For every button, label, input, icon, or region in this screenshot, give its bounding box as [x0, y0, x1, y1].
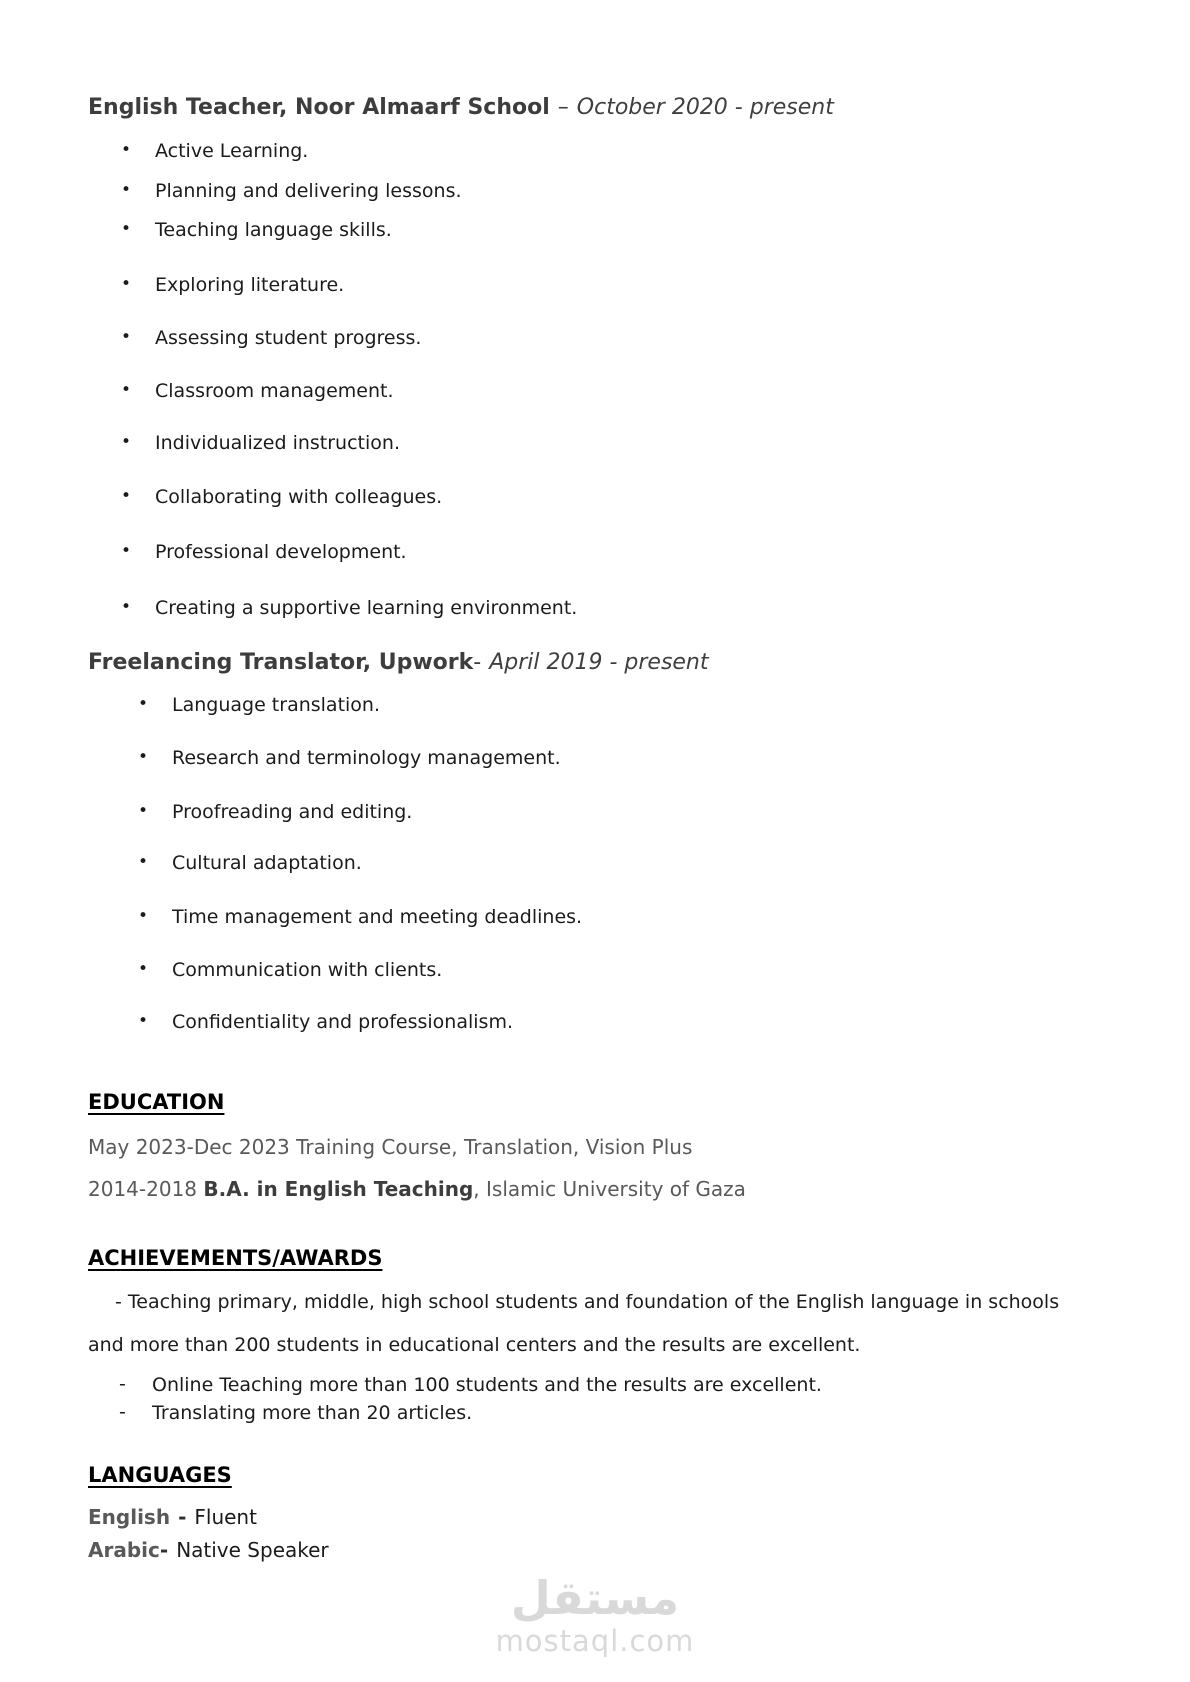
language-level: Native Speaker: [176, 1538, 329, 1562]
duty-item: [88, 138, 1150, 164]
language-name: Arabic: [88, 1538, 160, 1562]
duty-text: Planning and delivering lessons.: [155, 180, 462, 202]
duty-text: Time management and meeting deadlines.: [172, 906, 583, 928]
duty-item: [88, 484, 1150, 510]
language-entry-arabic: [88, 1536, 1150, 1564]
duty-item: [88, 378, 1150, 404]
duty-text: Confidentiality and professionalism.: [172, 1011, 513, 1033]
duty-text: Exploring literature.: [155, 274, 345, 296]
education-degree-name: B.A. in English Teaching: [203, 1177, 474, 1201]
language-separator: -: [178, 1505, 187, 1529]
duty-text: Assessing student progress.: [155, 327, 422, 349]
education-years: 2014-2018: [88, 1177, 204, 1201]
bullet-icon: •: [121, 380, 132, 400]
bullet-icon: •: [138, 747, 149, 767]
bullet-icon: •: [138, 801, 149, 821]
watermark-arabic-logo: مستقل: [510, 1571, 680, 1625]
duty-item: [88, 595, 1150, 621]
language-separator: -: [159, 1538, 169, 1562]
achievement-text: Translating more than 20 articles.: [152, 1402, 473, 1424]
duty-item: [88, 904, 1150, 930]
achievement-text: Online Teaching more than 100 students and the results are excellent.: [152, 1374, 822, 1396]
job-heading-freelance-translator: [88, 647, 1150, 679]
duty-item: [88, 692, 1150, 718]
duty-item: [88, 430, 1150, 456]
education-institution: , Islamic University of Gaza: [473, 1177, 746, 1201]
bullet-icon: •: [121, 597, 132, 617]
section-heading-education: EDUCATION: [88, 1090, 225, 1114]
bullet-icon: •: [121, 274, 132, 294]
dash-icon: -: [119, 1401, 126, 1423]
achievement-item: [88, 1372, 1150, 1398]
bullet-icon: •: [121, 180, 132, 200]
duty-item: [88, 1009, 1150, 1035]
language-entry-english: [88, 1503, 1150, 1531]
duty-text: Research and terminology management.: [172, 747, 561, 769]
duty-text: Creating a supportive learning environment.: [155, 597, 578, 619]
bullet-icon: •: [121, 140, 132, 160]
duties-list-translator: [88, 692, 1150, 1035]
bullet-icon: •: [121, 432, 132, 452]
duty-item: [88, 272, 1150, 298]
duty-text: Teaching language skills.: [155, 219, 392, 241]
bullet-icon: •: [121, 219, 132, 239]
duty-text: Communication with clients.: [172, 959, 443, 981]
achievement-paragraph-line1: - Teaching primary, middle, high school students and foundation of the English language in schools: [115, 1291, 1060, 1313]
job-dates: October 2020 - present: [576, 95, 834, 120]
section-heading-languages: LANGUAGES: [88, 1463, 232, 1487]
job-title-separator: -: [473, 650, 482, 675]
bullet-icon: •: [138, 1011, 149, 1031]
bullet-icon: •: [138, 852, 149, 872]
bullet-icon: •: [138, 959, 149, 979]
duty-item: [88, 539, 1150, 565]
duties-list-teacher: [88, 138, 1150, 621]
bullet-icon: •: [121, 486, 132, 506]
duty-text: Active Learning.: [155, 140, 309, 162]
duty-item: [88, 799, 1150, 825]
duty-item: [88, 850, 1150, 876]
duty-text: Collaborating with colleagues.: [155, 486, 443, 508]
duty-text: Language translation.: [172, 694, 381, 716]
education-entry-training: May 2023-Dec 2023 Training Course, Translation, Vision Plus: [88, 1135, 693, 1159]
watermark: [0, 1572, 1190, 1658]
duty-text: Individualized instruction.: [155, 432, 400, 454]
bullet-icon: •: [121, 541, 132, 561]
duty-text: Classroom management.: [155, 380, 394, 402]
job-title-separator: –: [557, 95, 569, 120]
bullet-icon: •: [138, 694, 149, 714]
duty-item: [88, 217, 1150, 243]
job-dates: April 2019 - present: [489, 650, 709, 675]
duty-item: [88, 745, 1150, 771]
duty-text: Proofreading and editing.: [172, 801, 413, 823]
watermark-domain: mostaql.com: [495, 1624, 695, 1658]
job-title: English Teacher, Noor Almaarf School: [88, 95, 550, 120]
section-heading-achievements: ACHIEVEMENTS/AWARDS: [88, 1246, 383, 1270]
achievement-paragraph-line2: and more than 200 students in educational centers and the results are excellent.: [88, 1334, 861, 1356]
education-entry-degree: [88, 1176, 1150, 1202]
bullet-icon: •: [121, 327, 132, 347]
job-title: Freelancing Translator, Upwork: [88, 650, 474, 675]
job-heading-english-teacher: [88, 92, 1150, 124]
duty-item: [88, 178, 1150, 204]
duty-item: [88, 957, 1150, 983]
duty-text: Professional development.: [155, 541, 407, 563]
language-level: Fluent: [194, 1505, 257, 1529]
language-name: English: [88, 1505, 171, 1529]
bullet-icon: •: [138, 906, 149, 926]
duty-item: [88, 325, 1150, 351]
achievement-item: [88, 1400, 1150, 1426]
dash-icon: -: [119, 1373, 126, 1395]
duty-text: Cultural adaptation.: [172, 852, 362, 874]
achievements-list: [88, 1372, 1150, 1426]
